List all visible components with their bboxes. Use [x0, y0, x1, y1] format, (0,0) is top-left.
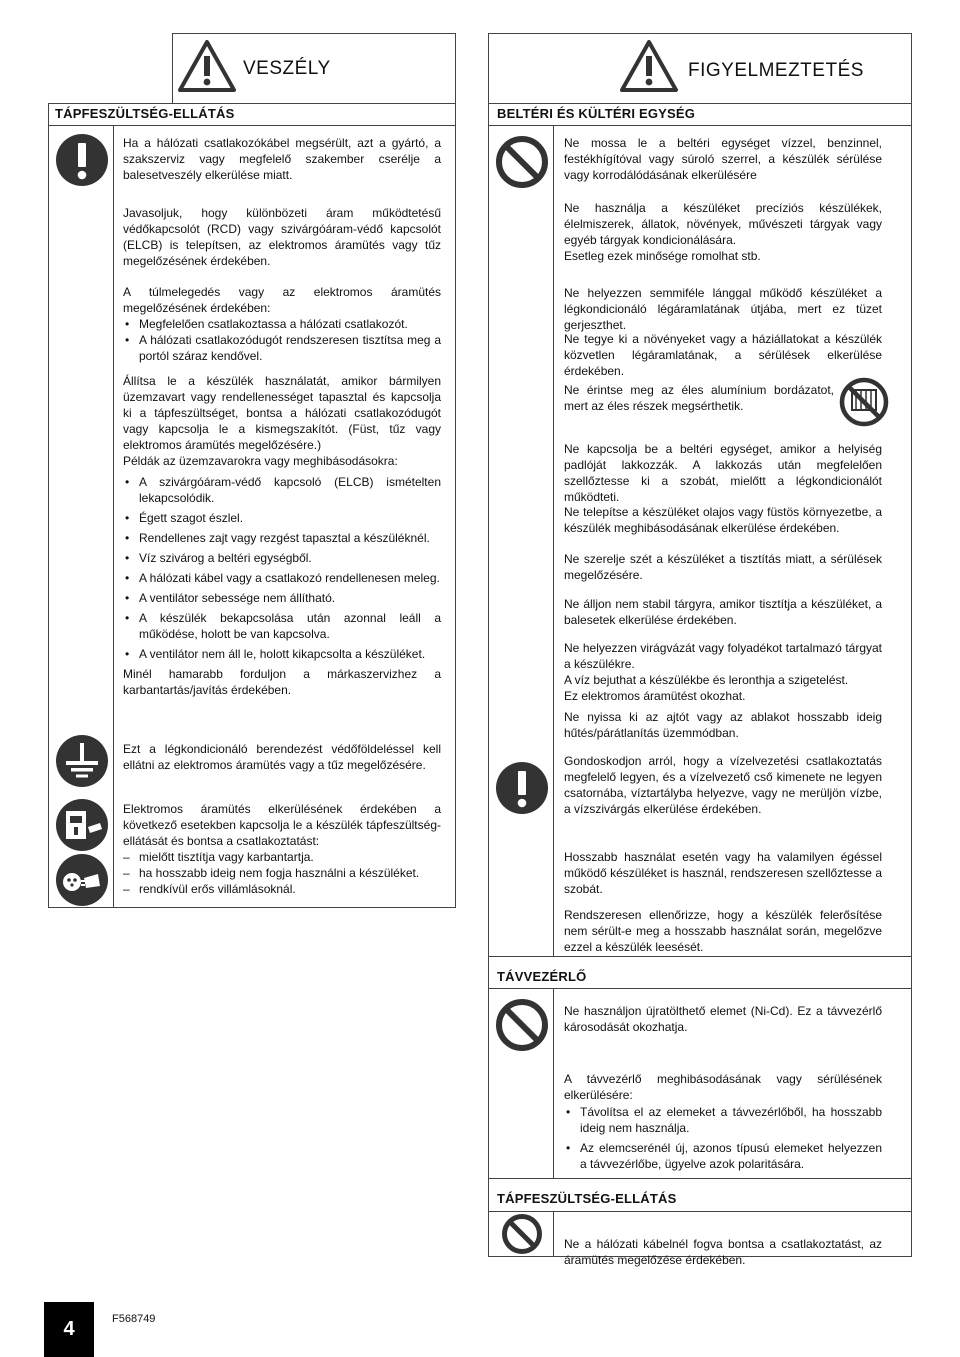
disconnect-dash-item: – rendkívül erős villámlásoknál. — [123, 881, 441, 897]
right-section-rule — [488, 956, 912, 957]
right-text-no-lacquer: Ne kapcsolja be a beltéri egységet, amikor a helyiség padlóját lakkozzák. A lakkozás után megfelelően szellőztesse ki a szobát, mielőtt a légkondicionálót működteti. — [564, 442, 882, 504]
no-vase-note: A víz bejuthat a készülékbe és leronthja a szigetelést. — [564, 673, 849, 687]
right-text-no-door: Ne nyissa ki az ajtót vagy az ablakot hosszabb ideig hűtés/párátlanítás üzemmódban. — [564, 710, 882, 740]
stop-use-examples: Példák az üzemzavarokra vagy meghibásodásokra: — [123, 454, 398, 468]
right-text-no-nicd: Ne használjon újratölthető elemet (Ni-Cd). Ez a távvezérlő károsodását okozhatja. — [564, 1004, 882, 1034]
mandatory-exclamation-icon — [494, 760, 550, 816]
no-touch-fins-icon — [838, 376, 890, 428]
prohibition-icon — [494, 134, 550, 190]
disconnect-switch-icon — [54, 797, 110, 853]
left-text-cord-replace: Ha a hálózati csatlakozókábel megsérült, azt a gyártó, a szakszerviz vagy megfelelő szakember cserélje a balesetveszély elkerülése miatt. — [123, 136, 441, 182]
right-text-no-touch-fins: Ne érintse meg az éles alumínium bordázatot, mert az éles részek megsérthetik. — [564, 383, 834, 413]
fault-bullet: • Rendellenes zajt vagy rezgést tapasztal a készüléknél. — [123, 530, 441, 546]
left-text-stop-use — [123, 373, 441, 698]
right-section-remote: TÁVVEZÉRLŐ — [497, 969, 587, 984]
overheat-intro: A túlmelegedés vagy az elektromos áramütés megelőzésének érdekében: — [123, 285, 441, 315]
danger-title: VESZÉLY — [243, 58, 331, 79]
left-section-power: TÁPFESZÜLTSÉG-ELLÁTÁS — [55, 106, 235, 121]
right-text-no-wash: Ne mossa le a beltéri egységet vízzel, benzinnel, festékhígítóval vagy súroló szerrel, a készülék sérülése vagy korrodálódásának elkerülésére — [564, 136, 882, 182]
right-text-ventilate: Hosszabb használat esetén vagy ha valamilyen égéssel működő készüléket is használ, rendszeresen szellőztesse a szobát. — [564, 850, 882, 896]
remote-care-bullet: • Az elemcserénél új, azonos típusú elemeket helyezzen a távvezérlőbe, ügyelve azok polaritására. — [564, 1140, 882, 1172]
left-text-overheat — [123, 284, 441, 364]
warning-title: FIGYELMEZTETÉS — [688, 60, 864, 81]
unplug-icon — [54, 852, 110, 908]
prohibition-icon — [494, 997, 550, 1053]
right-text-no-precision — [564, 200, 882, 264]
left-section-rule — [48, 125, 456, 126]
right-text-no-pull-cord: Ne a hálózati kábelnél fogva bontsa a csatlakoztatást, az áramütés megelőzése érdekében. — [564, 1237, 882, 1267]
fault-bullet: • A készülék bekapcsolása után azonnal leáll a működése, holott be van kapcsolva. — [123, 610, 441, 642]
no-vase-text: Ne helyezzen virágvázát vagy folyadékot tartalmazó tárgyat a készülékre. — [564, 641, 882, 671]
left-text-rcd: Javasoljuk, hogy különbözeti áram működtetésű védőkapcsolót (RCD) vagy szivárgóáram-védő kapcsolót (ELCB) is telepítsen, az elektromos áramütés vagy tűz megelőzésének érdekében. — [123, 206, 441, 268]
warning-triangle-icon — [618, 38, 680, 94]
earth-ground-icon — [54, 733, 110, 789]
right-section-rule — [488, 1178, 912, 1179]
page-number: 4 — [44, 1302, 94, 1357]
right-text-check-mount: Rendszeresen ellenőrizze, hogy a készülék felerősítése nem sérült-e meg a hosszabb használat során, megelőzve ezzel a készülék leesését. — [564, 908, 882, 954]
right-text-remote-care — [564, 1071, 882, 1176]
remote-care-bullet: • Távolítsa el az elemeket a távvezérlőből, ha hosszabb ideig nem használja. — [564, 1104, 882, 1136]
right-icon-column-divider — [553, 1211, 554, 1257]
right-text-drain: Gondoskodjon arról, hogy a vízelvezetési csatlakoztatás megfelelő legyen, és a vízelvezető cső kimenete ne legyen csatornába, víztartályba helyezve, vagy ne merüljön vízbe, a vízszivárgás elkerülése érdekében. — [564, 754, 882, 816]
fault-bullet: • A hálózati kábel vagy a csatlakozó rendellenesen meleg. — [123, 570, 441, 586]
stop-use-text: Állítsa le a készülék használatát, amikor bármilyen üzemzavart vagy rendellenességet tapasztal és kapcsolja ki a tápfeszültséget, bontsa a hálózati csatlakozódugót vagy kapcsolja le a kismegszakítót. (Füst, tűz vagy elektromos áramütés megelőzésére.) — [123, 374, 441, 452]
left-icon-column-divider — [113, 125, 114, 908]
right-text-no-oily: Ne telepítse a készüléket olajos vagy füstös környezetbe, a készülék meghibásodásának elkerülése érdekében. — [564, 505, 882, 535]
fault-bullet: • A szivárgóáram-védő kapcsoló (ELCB) ismételten lekapcsolódik. — [123, 474, 441, 506]
right-section-units: BELTÉRI ÉS KÜLTÉRI EGYSÉG — [497, 106, 696, 121]
right-section-power: TÁPFESZÜLTSÉG-ELLÁTÁS — [497, 1191, 677, 1206]
right-section-rule — [488, 125, 912, 126]
overheat-bullet: • A hálózati csatlakozódugót rendszeresen tisztítsa meg a portól száraz kendővel. — [123, 332, 441, 364]
no-vase-note: Ez elektromos áramütést okozhat. — [564, 689, 746, 703]
disconnect-dash-item: – ha hosszabb ideig nem fogja használni a készüléket. — [123, 865, 441, 881]
right-section-rule — [488, 1211, 912, 1212]
document-code: F568749 — [112, 1313, 156, 1325]
right-text-no-plants: Ne tegye ki a növényeket vagy a háziállatokat a készülék közvetlen légáramlatának, a sérülések elkerülése érdekében. — [564, 332, 882, 378]
no-precision-text: Ne használja a készüléket precíziós készülékek, élelmiszerek, állatok, növények, művészeti tárgyak vagy egyéb tárgyak kondicionálására. — [564, 201, 882, 247]
right-text-no-flame: Ne helyezzen semmiféle lánggal működő készüléket a légkondicionáló légáramlatának útjába, mert ez tüzet gerjeszthet. — [564, 286, 882, 332]
fault-bullet: • Víz szivárog a beltéri egységből. — [123, 550, 441, 566]
left-text-grounding: Ezt a légkondicionáló berendezést védőföldeléssel kell ellátni az elektromos áramütés vagy a tűz megelőzésére. — [123, 742, 441, 772]
disconnect-text: Elektromos áramütés elkerülésének érdekében a következő esetekben kapcsolja le a készülék tápfeszültség-ellátását és bontsa a csatlakoztatást: — [123, 802, 441, 848]
right-text-no-unstable: Ne álljon nem stabil tárgyra, amikor tisztítja a készüléket, a balesetek elkerülése érdekében. — [564, 597, 882, 627]
fault-bullet: • A ventilátor sebessége nem állítható. — [123, 590, 441, 606]
right-text-no-disassemble: Ne szerelje szét a készüléket a tisztítás miatt, a sérülések megelőzésére. — [564, 552, 882, 582]
fault-bullet: • Égett szagot észlel. — [123, 510, 441, 526]
stop-use-end: Minél hamarabb forduljon a márkaszervizhez a karbantartás/javítás érdekében. — [123, 667, 441, 697]
disconnect-dash-item: – mielőtt tisztítja vagy karbantartja. — [123, 849, 441, 865]
fault-bullet: • A ventilátor nem áll le, holott kikapcsolta a készüléket. — [123, 646, 441, 662]
left-text-disconnect — [123, 801, 441, 897]
prohibition-icon — [497, 1213, 547, 1255]
overheat-bullet: • Megfelelően csatlakoztassa a hálózati csatlakozót. — [123, 316, 441, 332]
warning-triangle-icon — [176, 38, 238, 94]
right-icon-column-divider — [553, 125, 554, 956]
remote-care-text: A távvezérlő meghibásodásának vagy sérülésének elkerülésére: — [564, 1072, 882, 1102]
right-section-rule — [488, 988, 912, 989]
right-icon-column-divider — [553, 988, 554, 1178]
no-precision-note: Esetleg ezek minősége romolhat stb. — [564, 249, 761, 263]
right-text-no-vase — [564, 640, 882, 704]
mandatory-exclamation-icon — [54, 132, 110, 188]
